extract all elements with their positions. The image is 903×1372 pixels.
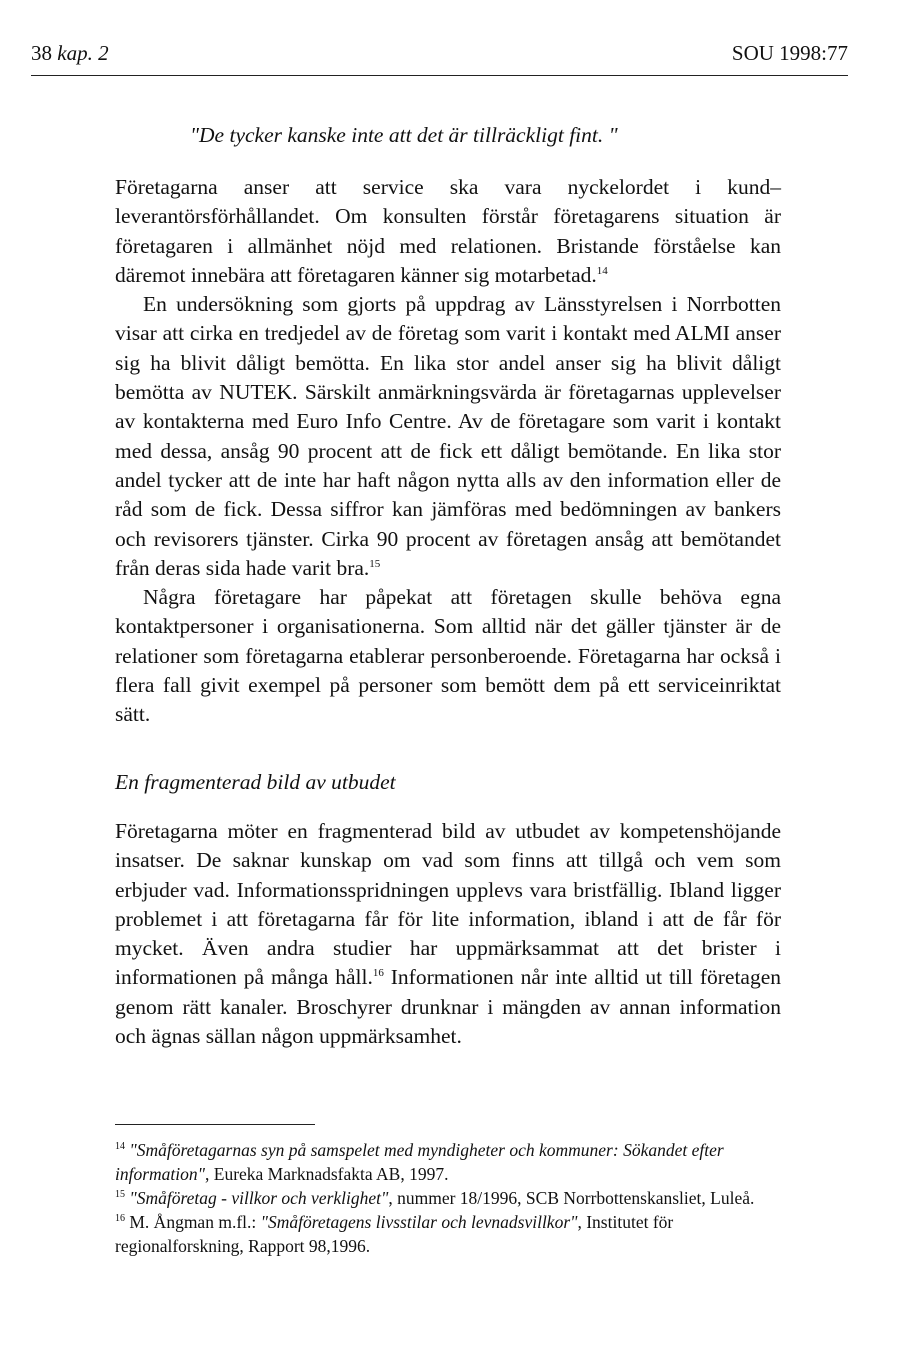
footnote-ref-16: 16 xyxy=(372,967,384,980)
footnote-rule xyxy=(115,1124,315,1125)
page-header xyxy=(31,41,848,71)
header-rule xyxy=(31,75,848,76)
footnote-number: 16 xyxy=(115,1213,125,1225)
footnotes xyxy=(115,1138,795,1258)
footnote-source: , Institutet för regionalforskning, Rapport 98,1996. xyxy=(115,1212,674,1256)
footnote-title: "Småföretagarnas syn på samspelet med myndigheter och kommuner: Sökandet efter information" xyxy=(115,1140,724,1184)
paragraph-2-text: En undersökning som gjorts på uppdrag av Länsstyrelsen i Norrbotten visar att cirka en tredjedel av de företag som varit i kontakt med ALMI anser sig ha blivit dåligt bemötta. En lika stor andel anser sig ha blivit dåligt bemötta av NUTEK. Särskilt anmärkningsvärda är företagarnas upplevelser av kontakterna med Euro Info Centre. Av de företagare som varit i kontakt med dessa, ansåg 90 procent att de fick ett dåligt bemötande. En lika stor andel tycker att de inte har haft någon nytta alls av den information eller de råd som de fick. Dessa siffror kan jämföras med bedömningen av bankers och revisorers tjänster. Cirka 90 procent av företagen ansåg att bemötandet från deras sida hade varit bra. xyxy=(115,292,781,580)
footnote-author: M. Ångman m.fl.: xyxy=(129,1212,261,1232)
chapter-label: kap. 2 xyxy=(57,41,109,65)
paragraph-1-text: Företagarna anser att service ska vara nyckelordet i kund–leverantörsförhållandet. Om konsulten förstår företagarens situation är företagaren i allmänhet nöjd med relationen. Bristande förståelse kan däremot innebära att företagaren känner sig motarbetad. xyxy=(115,175,781,287)
body-text-block-2 xyxy=(115,817,781,1051)
paragraph-4-text-a: Företagarna möter en fragmenterad bild av utbudet av kompetenshöjande insatser. De saknar kunskap om vad som finns att tillgå och vem som erbjuder vad. Informationsspridningen upplevs vara bristfällig. Ibland ligger problemet i att företagarna får för lite information, ibland i att de får för mycket. Även andra studier har uppmärksammat att det brister i informationen på många håll. xyxy=(115,819,781,990)
header-left xyxy=(31,41,109,66)
paragraph-3: Några företagare har påpekat att företagen skulle behöva egna kontaktpersoner i organisationerna. Som alltid när det gäller tjänster är de relationer som företagarna etablerar personberoende. Företagarna har också i flera fall givit exempel på personer som bemött dem på ett serviceinriktat sätt. xyxy=(115,585,781,727)
pull-quote: "De tycker kanske inte att det är tillräckligt fint. " xyxy=(190,123,618,147)
footnote-source: , nummer 18/1996, SCB Norrbottenskansliet, Luleå. xyxy=(388,1188,755,1208)
paragraph-4 xyxy=(115,817,781,1051)
footnote-number: 14 xyxy=(115,1141,125,1153)
section-heading: En fragmenterad bild av utbudet xyxy=(115,770,396,794)
paragraph-4-text-b: Informationen når inte alltid ut till företagen genom rätt kanaler. Broschyrer drunknar i mängden av annan information och ägnas sällan någon uppmärksamhet. xyxy=(115,965,782,1049)
footnote-15 xyxy=(115,1186,795,1210)
paragraph-2 xyxy=(115,290,781,583)
footnote-title: "Småföretagens livsstilar och levnadsvillkor" xyxy=(260,1212,578,1232)
footnote-16 xyxy=(115,1210,795,1258)
paragraph-1 xyxy=(115,173,781,290)
page-number: 38 xyxy=(31,41,52,65)
footnote-title: "Småföretag - villkor och verklighet" xyxy=(129,1188,389,1208)
footnote-number: 15 xyxy=(115,1189,125,1201)
footnote-source: , Eureka Marknadsfakta AB, 1997. xyxy=(205,1164,449,1184)
body-text-block-1 xyxy=(115,173,781,730)
series-label: SOU 1998:77 xyxy=(731,41,848,65)
footnote-14 xyxy=(115,1138,795,1186)
footnote-ref-15: 15 xyxy=(369,557,381,570)
footnote-ref-14: 14 xyxy=(596,264,608,277)
